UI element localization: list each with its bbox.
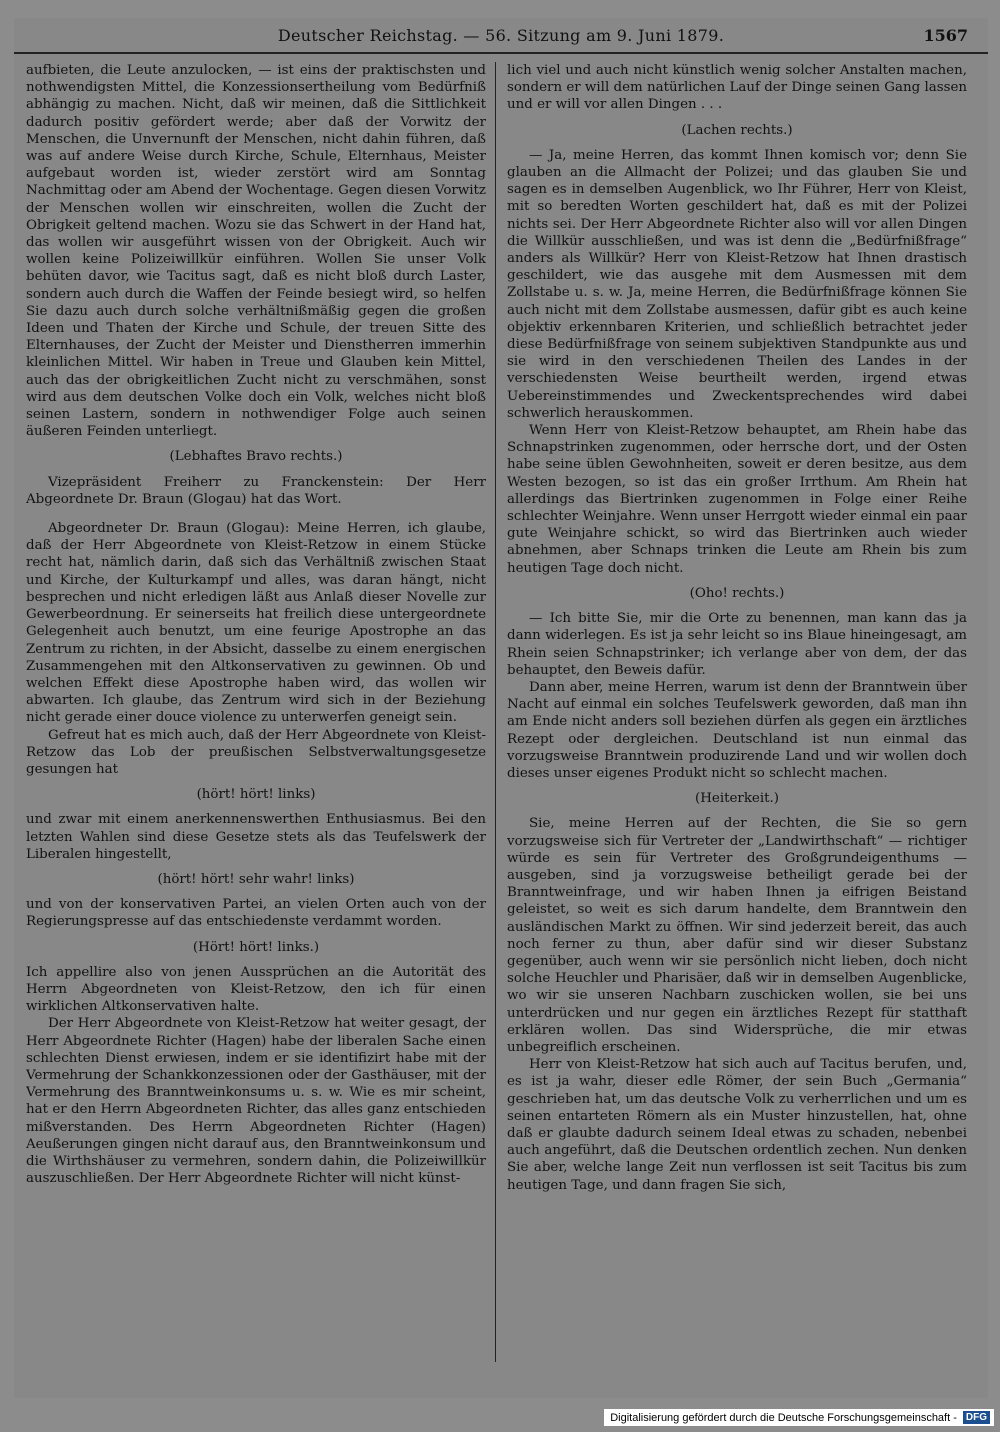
interjection: (Heiterkeit.) xyxy=(695,791,779,807)
paragraph: — Ich bitte Sie, mir die Orte zu benennen, man kann das ja dann widerlegen. Es ist ja sehr leicht so ins Blaue hineingesagt, am Rhein seien Schnapstrinker; ich verlange aber von dem, der das behauptet, den Beweis dafür. xyxy=(507,611,967,678)
paragraph: und von der konservativen Partei, an vielen Orten auch von der Regierungspresse auf das entschiedenste verdammt worden. xyxy=(26,897,486,930)
dfg-logo: DFG xyxy=(963,1411,990,1424)
running-header xyxy=(14,18,988,54)
speaker-paragraph: Abgeordneter Dr. Braun (Glogau): Meine Herren, ich glaube, daß der Herr Abgeordnete von Kleist-Retzow in einem Stücke recht hat, nämlich darin, daß sich das Verhältniß zwischen Staat und Kirche, der Kulturkampf und alles, was daran hängt, nicht besprechen und nicht erledigen läßt aus Anlaß dieser Novelle zur Gewerbeordnung. Er seinerseits hat freilich diese untergeordnete Gelegenheit auch benutzt, um eine feurige Apostrophe an das Zentrum zu richten, in der Absicht, dasselbe zu einem energischen Zusammengehen mit den Altkonservativen zu gewinnen. Ob und welchen Effekt diese Apostrophe haben wird, das wollen wir abwarten. Ich glaube, das Zentrum wird sich in der Beziehung nicht gerade einer douce violence zu unterwerfen geneigt sein. xyxy=(26,521,486,726)
paragraph: lich viel und auch nicht künstlich wenig solcher Anstalten machen, sondern er will dem natürlichen Lauf der Dinge seinen Gang lassen und er will vor allen Dingen . . . xyxy=(507,63,967,113)
speaker-paragraph: Vizepräsident Freiherr zu Franckenstein: Der Herr Abgeordnete Dr. Braun (Glogau) hat das Wort. xyxy=(26,474,486,507)
interjection: (Lebhaftes Bravo rechts.) xyxy=(169,449,343,465)
right-column xyxy=(507,62,967,1382)
paragraph: und zwar mit einem anerkennenswerthen Enthusiasmus. Bei den letzten Wahlen sind diese Gesetze stets als das Teufelswerk der Liberalen hingestellt, xyxy=(26,812,486,862)
credit-text: Digitalisierung gefördert durch die Deutsche Forschungsgemeinschaft - xyxy=(610,1411,957,1424)
interjection: (hört! hört! sehr wahr! links) xyxy=(157,871,355,887)
paragraph: Der Herr Abgeordnete von Kleist-Retzow hat weiter gesagt, der Herr Abgeordnete Richter (Hagen) habe der liberalen Sache einen schlechten Dienst erwiesen, indem er sie identifizirt habe mit der Vermehrung der Schankkonzessionen oder der Gasthäuser, mit der Vermehrung des Branntweinkonsums u. s. w. Wie es mir scheint, hat er den Herrn Abgeordneten Richter, das alles ganz entschieden mißverstanden. Des Herrn Abgeordneten Richter (Hagen) Aeußerungen gingen nicht darauf aus, den Branntweinkonsum und die Wirthshäuser zu vermehren, sondern dahin, die Polizeiwillkür auszuschließen. Der Herr Abgeordnete Richter will nicht künst- xyxy=(26,1016,486,1187)
page-title: Deutscher Reichstag. — 56. Sitzung am 9. Juni 1879. xyxy=(277,26,725,45)
interjection: (hört! hört! links) xyxy=(196,787,316,803)
interjection: (Hört! hört! links.) xyxy=(192,939,320,955)
paragraph: Ich appellire also von jenen Aussprüchen an die Autorität des Herrn Abgeordneten von Kleist-Retzow, den ich für einen wirklichen Altkonservativen halte. xyxy=(26,964,486,1015)
interjection: (Oho! rechts.) xyxy=(689,585,785,601)
paragraph: Sie, meine Herren auf der Rechten, die Sie so gern vorzugsweise sich für Vertreter der „Landwirthschaft“ — richtiger würde es sein für Vertreter des Großgrundeigenthums — ausgeben, sind ja vorzugsweise betheiligt gerade bei der Branntweinfrage, und wir haben Ihnen ja eifrigen Beistand geleistet, so weit es sich darum handelte, dem Branntwein den ausländischen Markt zu öffnen. Wir sind jederzeit bereit, das auch noch ferner zu thun, aber dafür sind wir dieser Substanz gegenüber, auch wenn wir sie persönlich nicht lieben, doch nicht solche Heuchler und Pharisäer, daß wir in demselben Augenblicke, wo wir sie unseren Nachbarn zuschicken wollen, sie bei uns unterdrücken und nur gegen ein ärztliches Rezept für statthaft erklären wollen. Das sind Widersprüche, die mir etwas unbegreiflich erscheinen. xyxy=(507,816,967,1055)
digitization-credit xyxy=(604,1409,994,1426)
paragraph: — Ja, meine Herren, das kommt Ihnen komisch vor; denn Sie glauben an die Allmacht der Polizei; und das glauben Sie und sagen es in demselben Augenblick, wo Ihr Führer, Herr von Kleist, mit so beredten Worten geschildert hat, daß es mit der Polizei nichts sei. Der Herr Abgeordnete Richter also will vor allen Dingen die Willkür ausschließen, und was ist denn die „Bedürfnißfrage“ anders als Willkür? Herr von Kleist-Retzow hat Ihnen drastisch geschildert, wie das ausgehe mit dem Ausmessen mit dem Zollstabe u. s. w. Ja, meine Herren, die Bedürfnißfrage können Sie auch nicht mit dem Zollstabe ausmessen, dafür gibt es auch keine objektiv erkennbaren Kriterien, und schließlich betrachtet jeder diese Bedürfnißfrage von seinem subjektiven Standpunkte aus und sie wird in den verschiedenen Theilen des Landes in der verschiedensten Weise beurtheilt werden, irgend etwas Uebereinstimmendes und Zweckentsprechendes wird dabei schwerlich herauskommen. xyxy=(507,147,967,421)
column-divider xyxy=(495,62,496,1362)
paragraph: Gefreut hat es mich auch, daß der Herr Abgeordnete von Kleist-Retzow das Lob der preußischen Selbstverwaltungsgesetze gesungen hat xyxy=(26,727,486,777)
paragraph: aufbieten, die Leute anzulocken, — ist eins der praktischsten und nothwendigsten Mittel, die Konzessionsertheilung vom Bedürfniß abhängig zu machen. Nicht, daß wir meinen, daß die Sittlichkeit dadurch positiv gefördert werde; aber daß der Vorwitz der Menschen, die Unvernunft der Menschen, nicht dahin führen, daß was auf andere Weise durch Kirche, Schule, Elternhaus, Meister aufgebaut worden ist, wieder zerstört wird am Sonntag Nachmittag oder am Abend der Wochentage. Gegen diesen Vorwitz der Menschen wollen wir einschreiten, wollen die Zucht der Obrigkeit geltend machen. Wozu sie das Schwert in der Hand hat, das wollen wir ausgeführt wissen von der Obrigkeit. Auch wir wollen keine Polizeiwillkür einführen. Wollen Sie unser Volk behüten davor, wie Tacitus sagt, daß es nicht bloß durch Laster, sondern auch durch die Waffen der Feinde besiegt wird, so helfen Sie dazu auch durch solche verhältnißmäßig gegen die großen Ideen und Thaten der Kirche und Schule, der treuen Sitte des Elternhauses, der Zucht der Meister und Dienstherren immerhin kleinlichen Mittel. Wir haben in Treue und Glauben kein Mittel, auch das der obrigkeitlichen Zucht nicht zu verschmähen, sonst wird aus dem deutschen Volke doch ein Volk, welches nicht bloß seinen Lastern, sondern in nothwendiger Folge auch seinen äußeren Feinden unterliegt. xyxy=(26,63,486,440)
left-column xyxy=(26,62,486,1382)
page-number: 1567 xyxy=(923,26,968,45)
paragraph: Dann aber, meine Herren, warum ist denn der Branntwein über Nacht auf einmal ein solches Teufelswerk geworden, daß man ihn am Ende nicht anders soll beziehen dürfen als gegen ein ärztliches Rezept oder dergleichen. Deutschland ist nun einmal das vorzugsweise Branntwein produzirende Land und wir wollen doch dieses unser eigenes Produkt nicht so schlecht machen. xyxy=(507,679,967,781)
interjection: (Lachen rechts.) xyxy=(681,122,793,138)
document-page xyxy=(14,18,988,1398)
paragraph: Herr von Kleist-Retzow hat sich auch auf Tacitus berufen, und, es ist ja wahr, dieser edle Römer, der sein Buch „Germania“ geschrieben hat, um das deutsche Volk zu verherrlichen und um es seinen entarteten Römern als ein Muster hinzustellen, hat, ohne daß er glaubte dadurch seinem Ideal etwas zu schaden, nebenbei auch angeführt, daß die Deutschen ordentlich zechen. Nun denken Sie aber, welche lange Zeit nun verflossen ist seit Tacitus bis zum heutigen Tage, und dann fragen Sie sich, xyxy=(507,1057,967,1193)
paragraph: Wenn Herr von Kleist-Retzow behauptet, am Rhein habe das Schnapstrinken zugenommen, oder herrsche dort, und der Osten habe seine üblen Gewohnheiten, soweit er deren besitze, aus dem Westen bezogen, so ist das ein großer Irrthum. Am Rhein hat allerdings das Biertrinken zugenommen in Folge einer Reihe schlechter Weinjahre. Wenn unser Herrgott wieder einmal ein paar gute Weinjahre schickt, so wird das Biertrinken auch wieder abnehmen, aber Schnaps trinken die Leute am Rhein bis zum heutigen Tage doch nicht. xyxy=(507,423,967,576)
